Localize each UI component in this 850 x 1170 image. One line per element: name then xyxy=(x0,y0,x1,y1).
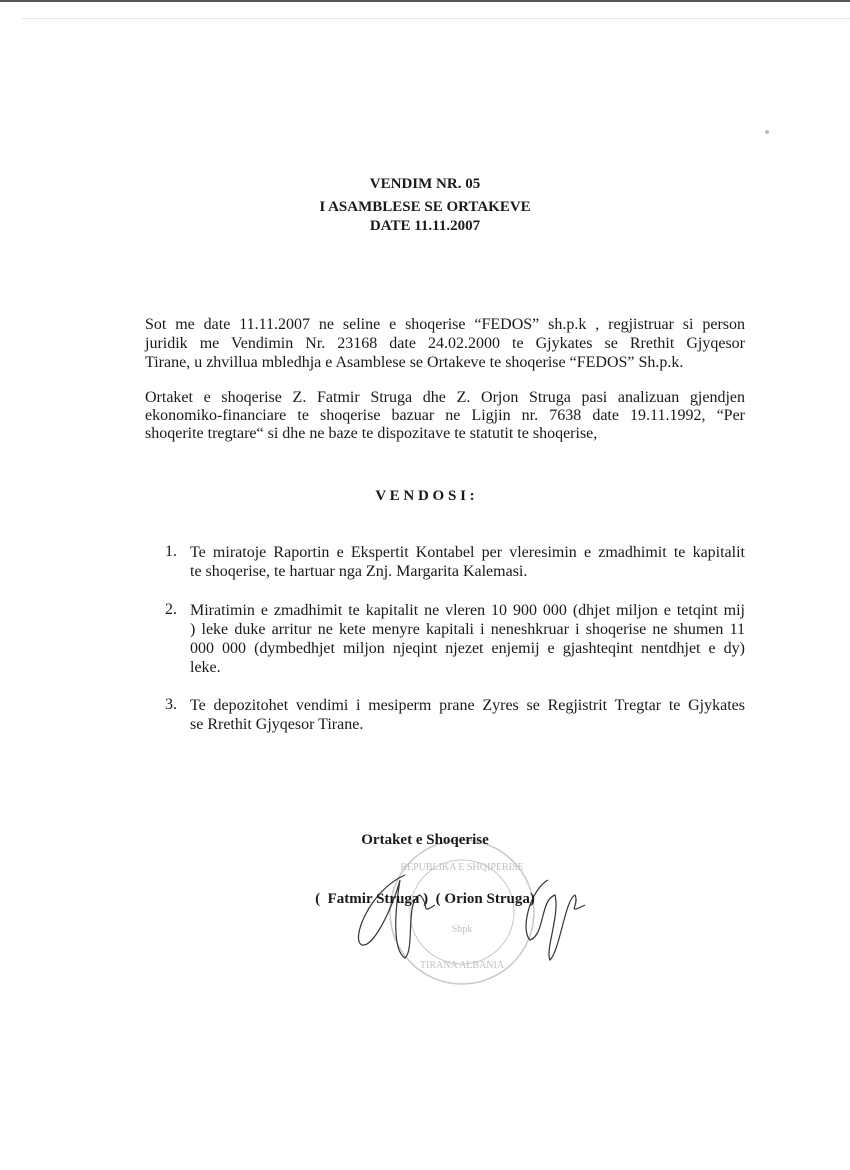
decision-date: DATE 11.11.2007 xyxy=(369,218,481,234)
assembly-title: I ASAMBLESE SE ORTAKEVE xyxy=(319,199,531,215)
item-line: Te depozitohet vendimi i mesiperm prane Zyres se Regjistrit Tregtar te Gjykates xyxy=(190,697,745,714)
item-line: 000 000 (dymbedhjet miljon njeqint njezet enjemij e gjashteqint nentdhjet e dy) xyxy=(190,640,745,657)
signatures-heading: Ortaket e Shoqerise xyxy=(361,832,489,848)
item-line: ) leke duke arritur ne kete menyre kapitali i neneshkruar i shoqerise ne shumen 11 xyxy=(190,621,745,638)
paragraph-line: ekonomiko-financiare te shoqerise bazuar ne Ligjin nr. 7638 date 19.11.1992, “Per xyxy=(145,407,745,424)
item-line: se Rrethit Gjyqesor Tirane. xyxy=(190,716,364,733)
item-number: 2. xyxy=(165,601,177,618)
item-number: 1. xyxy=(165,543,177,560)
paragraph-line: juridik me Vendimin Nr. 23168 date 24.02.2000 te Gjykates se Rrethit Gjyqesor xyxy=(145,335,745,352)
item-line: leke. xyxy=(190,659,221,676)
stamp-bottom-text: TIRANA ALBANIA xyxy=(419,960,505,971)
signatory-names: ( Fatmir Struga ) ( Orion Struga) xyxy=(315,891,535,907)
item-line: te shoqerise, te hartuar nga Znj. Margarita Kalemasi. xyxy=(190,563,528,580)
stamp-top-text: REPUBLIKA E SHQIPERISE xyxy=(400,862,524,873)
paragraph-line: Ortaket e shoqerise Z. Fatmir Struga dhe Z. Orjon Struga pasi analizuan gjendjen xyxy=(145,389,745,406)
stamp-center-text: Shpk xyxy=(451,924,473,935)
item-number: 3. xyxy=(165,696,177,713)
paragraph-line: Tirane, u zhvillua mbledhja e Asamblese se Ortakeve te shoqerise “FEDOS” Sh.p.k. xyxy=(145,354,684,371)
paragraph-line: Sot me date 11.11.2007 ne seline e shoqerise “FEDOS” sh.p.k , regjistruar si person xyxy=(145,316,745,333)
decision-number: VENDIM NR. 05 xyxy=(369,176,481,192)
decision-heading: V E N D O S I : xyxy=(375,488,475,504)
item-line: Te miratoje Raportin e Ekspertit Kontabel per vleresimin e zmadhimit te kapitalit xyxy=(190,544,745,561)
paragraph-line: shoqerite tregtare“ si dhe ne baze te dispozitave te statutit te shoqerise, xyxy=(145,425,598,442)
signature-fatmir xyxy=(359,875,435,958)
item-line: Miratimin e zmadhimit te kapitalit ne vleren 10 900 000 (dhjet miljon e tetqint mij xyxy=(190,602,745,619)
